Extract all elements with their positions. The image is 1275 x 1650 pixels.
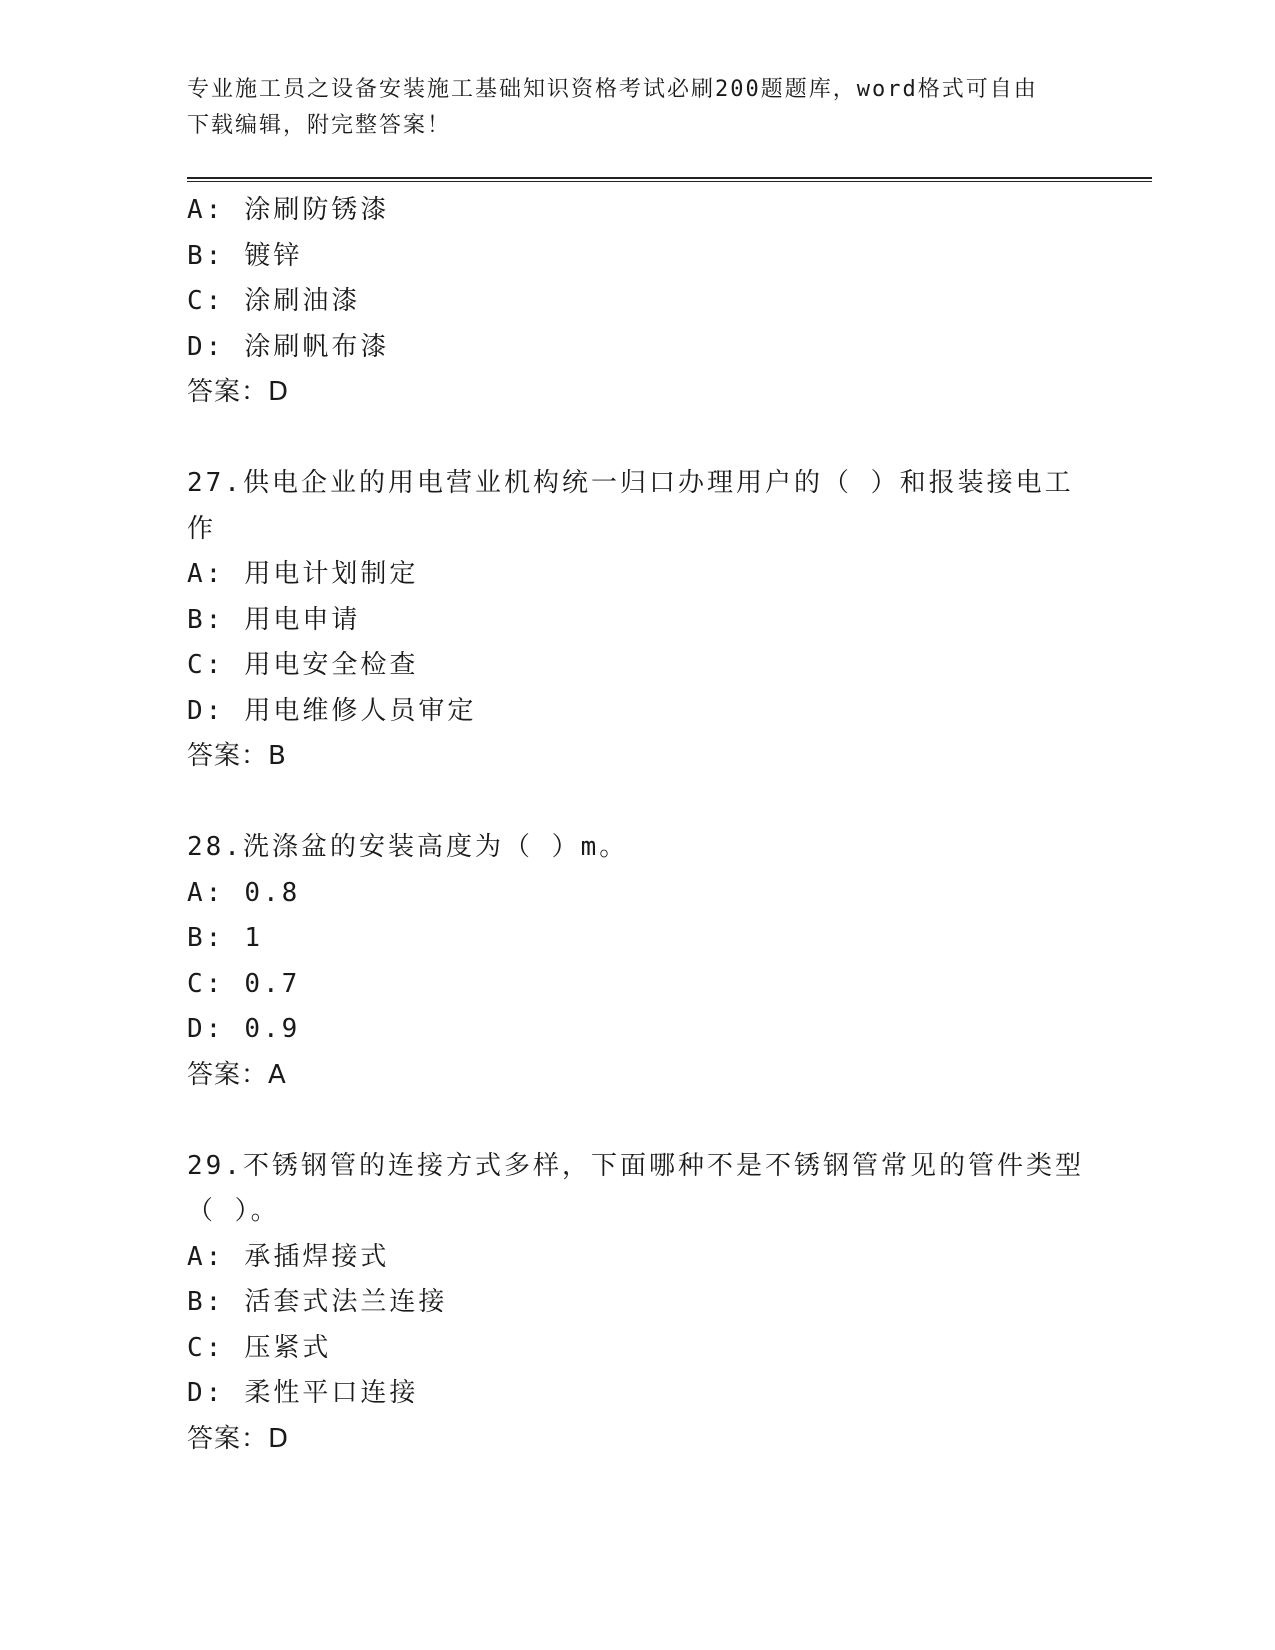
option-a: A: 用电计划制定 xyxy=(187,559,419,589)
option-d: D: 0.9 xyxy=(187,1014,301,1044)
answer: 答案：A xyxy=(187,1059,287,1090)
header-divider-thick xyxy=(187,177,1152,179)
option-c: C: 用电安全检查 xyxy=(187,650,419,680)
option-b: B: 用电申请 xyxy=(187,604,361,635)
question-block-29 xyxy=(187,1144,1084,1463)
document-header xyxy=(187,72,1067,144)
question-text-continued: 作 xyxy=(187,513,217,544)
option-a: A: 涂刷防锈漆 xyxy=(187,195,390,225)
question-text: 27.供电企业的用电营业机构统一归口办理用户的（ ）和报装接电工 xyxy=(187,468,1074,498)
header-divider-thin xyxy=(187,181,1152,182)
answer: 答案：D xyxy=(187,1423,290,1454)
question-text: 28.洗涤盆的安装高度为（ ）m。 xyxy=(187,832,629,862)
answer: 答案：B xyxy=(187,741,287,771)
option-a: A: 0.8 xyxy=(187,877,301,908)
question-list xyxy=(187,188,1084,1462)
question-block-28 xyxy=(187,825,1067,1098)
option-b: B: 镀锌 xyxy=(187,240,303,271)
option-a: A: 承插焊接式 xyxy=(187,1241,390,1272)
option-d: D: 柔性平口连接 xyxy=(187,1378,419,1408)
question-text: 29.不锈钢管的连接方式多样，下面哪种不是不锈钢管常见的管件类型 xyxy=(187,1150,1084,1181)
option-d: D: 用电维修人员审定 xyxy=(187,695,477,726)
answer: 答案：D xyxy=(187,377,290,407)
option-b: B: 活套式法兰连接 xyxy=(187,1287,448,1317)
option-c: C: 0.7 xyxy=(187,968,301,999)
option-c: C: 压紧式 xyxy=(187,1332,332,1363)
option-c: C: 涂刷油漆 xyxy=(187,286,361,316)
question-block-27 xyxy=(187,461,1074,780)
option-b: B: 1 xyxy=(187,923,263,953)
option-d: D: 涂刷帆布漆 xyxy=(187,331,390,362)
header-line-2: 下载编辑，附完整答案！ xyxy=(187,113,452,138)
header-line-1: 专业施工员之设备安装施工基础知识资格考试必刷200题题库，word格式可自由 xyxy=(187,77,1038,102)
question-block-continued xyxy=(187,188,1067,416)
question-text-continued: （ ）。 xyxy=(187,1196,280,1226)
